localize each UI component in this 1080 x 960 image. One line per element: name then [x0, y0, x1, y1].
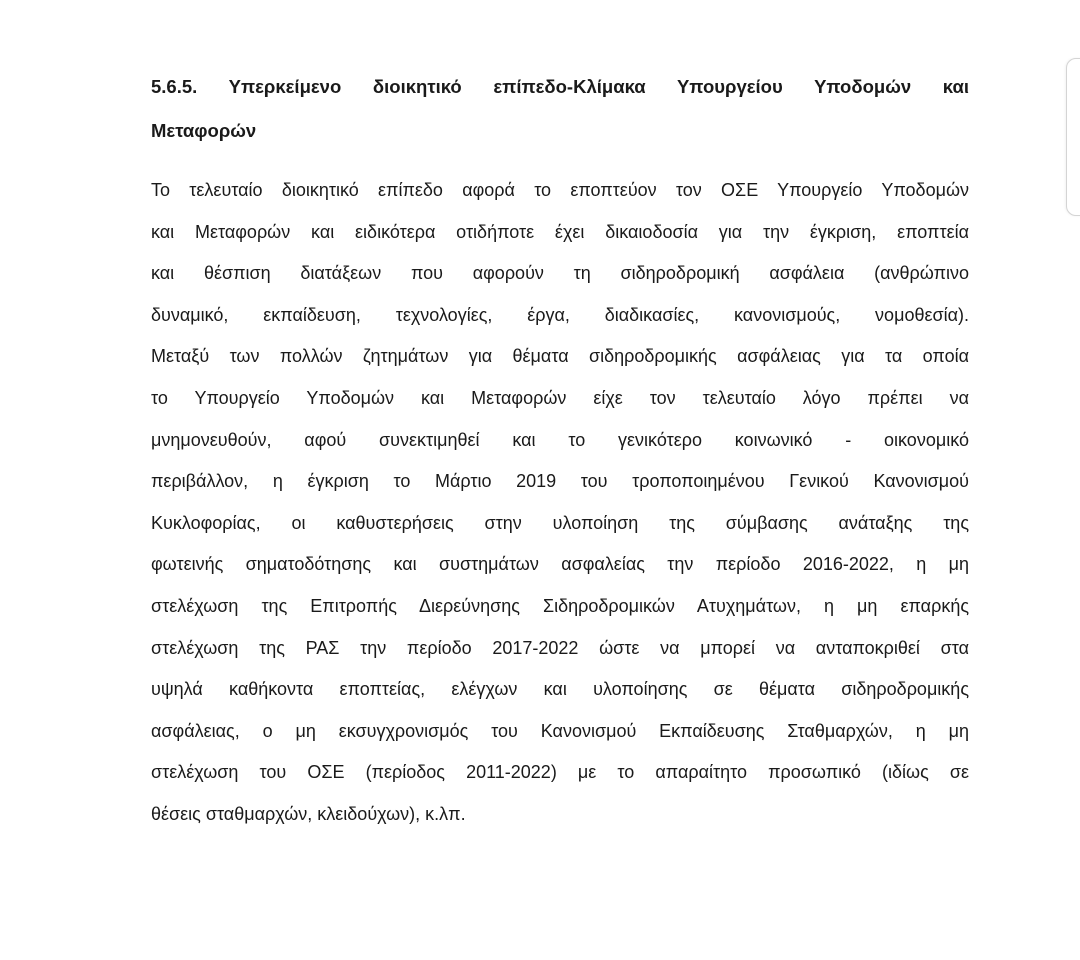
paragraph-line: Το τελευταίο διοικητικό επίπεδο αφορά το εποπτεύον τον ΟΣΕ Υπουργείο Υποδομών: [151, 180, 969, 200]
paragraph-line: μνημονευθούν, αφού συνεκτιμηθεί και το γενικότερο κοινωνικό - οικονομικό: [151, 429, 969, 450]
paragraph-line: περιβάλλον, η έγκριση το Μάρτιο 2019 του τροποποιημένου Γενικού Κανονισμού: [151, 471, 969, 492]
paragraph-line: Μεταξύ των πολλών ζητημάτων για θέματα σιδηροδρομικής ασφάλειας για τα οποία: [151, 346, 969, 367]
scroll-indicator[interactable]: [1066, 58, 1080, 216]
paragraph-line: το Υπουργείο Υποδομών και Μεταφορών είχε τον τελευταίο λόγο πρέπει να: [151, 388, 969, 408]
section-heading-line-1: 5.6.5. Υπερκείμενο διοικητικό επίπεδο-Κλίμακα Υπουργείου Υποδομών και: [151, 76, 969, 97]
paragraph-line: φωτεινής σηματοδότησης και συστημάτων ασφαλείας την περίοδο 2016-2022, η μη: [151, 554, 969, 575]
paragraph-line: στελέχωση της Επιτροπής Διερεύνησης Σιδηροδρομικών Ατυχημάτων, η μη επαρκής: [151, 596, 969, 616]
paragraph-line: ασφάλειας, ο μη εκσυγχρονισμός του Κανονισμού Εκπαίδευσης Σταθμαρχών, η μη: [151, 720, 969, 741]
paragraph-line: και θέσπιση διατάξεων που αφορούν τη σιδηροδρομική ασφάλεια (ανθρώπινο: [151, 263, 969, 284]
paragraph-line: στελέχωση της ΡΑΣ την περίοδο 2017-2022 ώστε να μπορεί να ανταποκριθεί στα: [151, 637, 969, 658]
paragraph-line: και Μεταφορών και ειδικότερα οτιδήποτε έχει δικαιοδοσία για την έγκριση, εποπτεία: [151, 221, 969, 242]
section-heading-line-2: Μεταφορών: [151, 120, 257, 141]
paragraph-line: δυναμικό, εκπαίδευση, τεχνολογίες, έργα, διαδικασίες, κανονισμούς, νομοθεσία).: [151, 304, 969, 325]
paragraph-line: στελέχωση του ΟΣΕ (περίοδος 2011-2022) με το απαραίτητο προσωπικό (ιδίως σε: [151, 762, 969, 783]
paragraph-line: υψηλά καθήκοντα εποπτείας, ελέγχων και υλοποίησης σε θέματα σιδηροδρομικής: [151, 679, 969, 700]
paragraph-line: θέσεις σταθμαρχών, κλειδούχων), κ.λπ.: [151, 804, 466, 824]
paragraph-line: Κυκλοφορίας, οι καθυστερήσεις στην υλοποίηση της σύμβασης ανάταξης της: [151, 512, 969, 533]
